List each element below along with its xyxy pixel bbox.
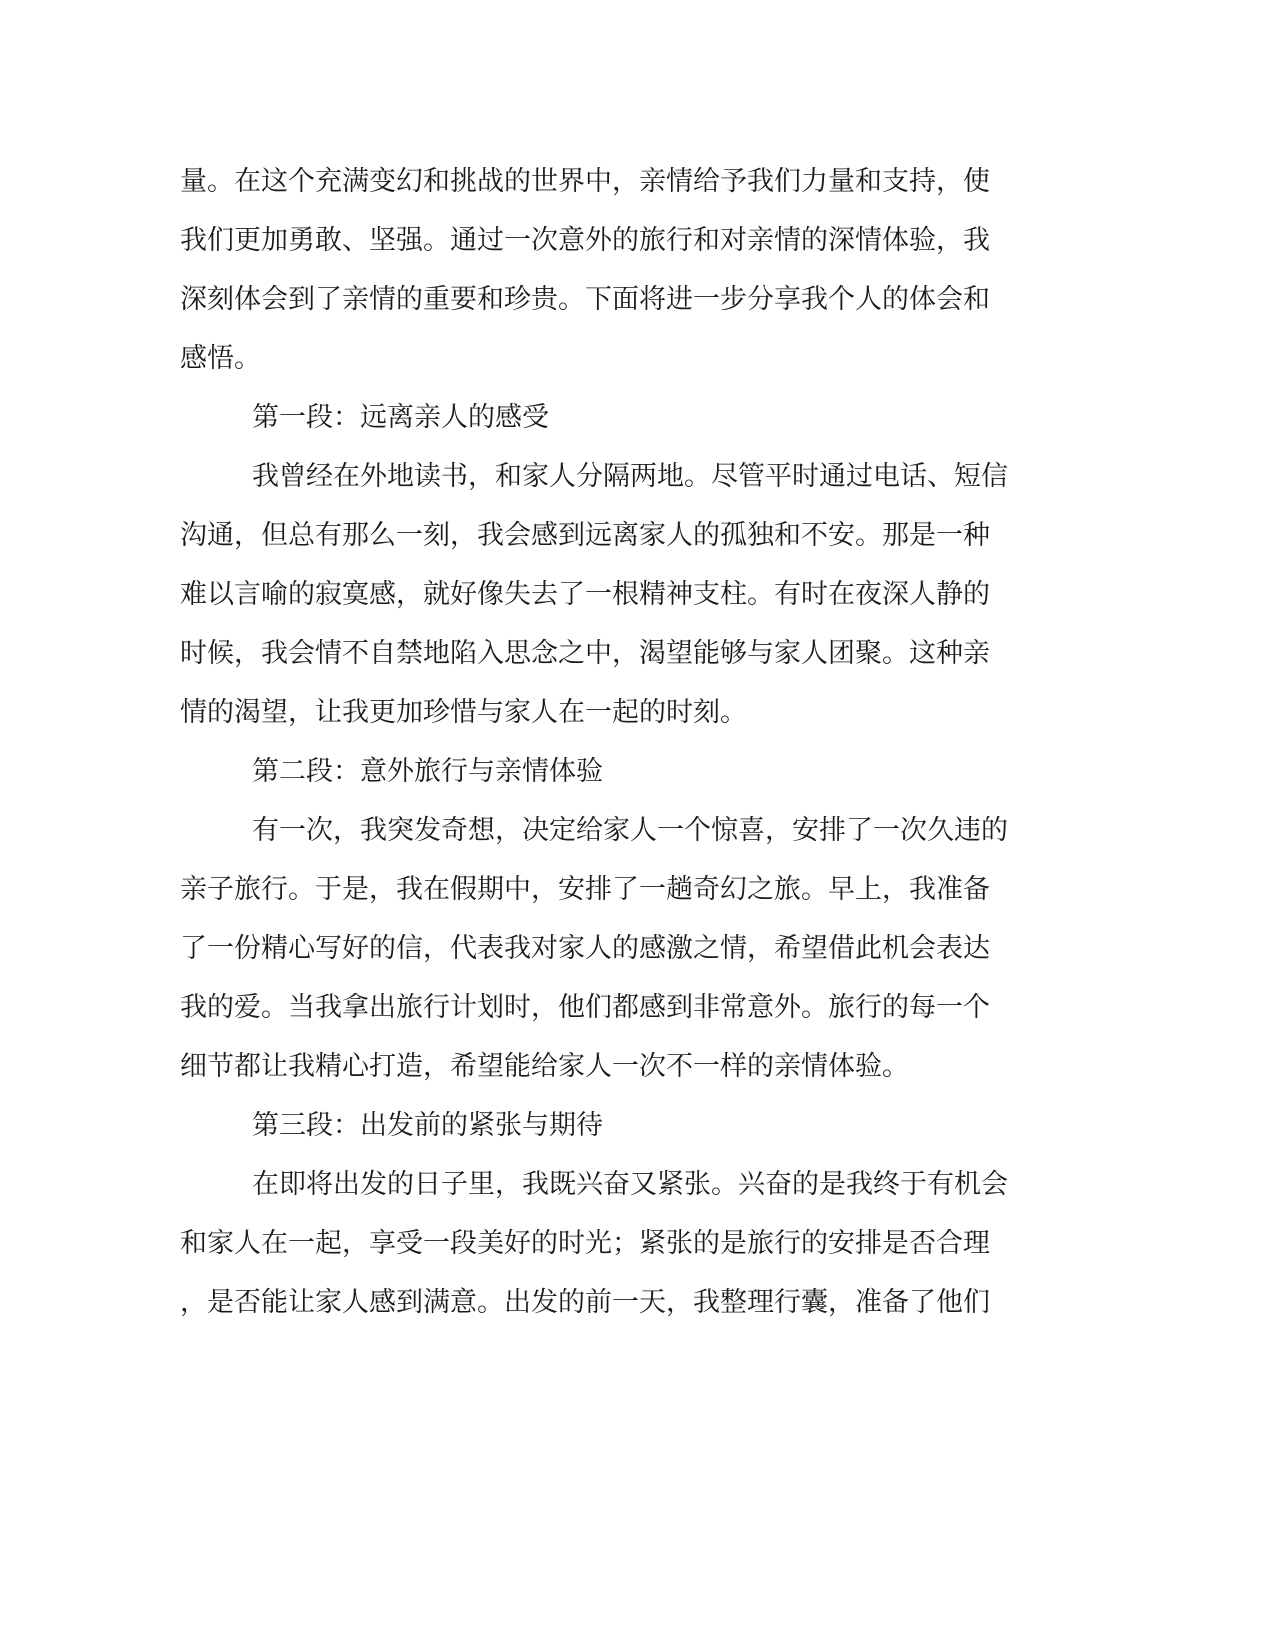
text-line: 在即将出发的日子里，我既兴奋又紧张。兴奋的是我终于有机会 bbox=[252, 1169, 1008, 1200]
text-line: 了一份精心写好的信，代表我对家人的感激之情，希望借此机会表达 bbox=[180, 933, 990, 964]
text-line: 亲子旅行。于是，我在假期中，安排了一趟奇幻之旅。早上，我准备 bbox=[180, 874, 990, 905]
text-line: 有一次，我突发奇想，决定给家人一个惊喜，安排了一次久违的 bbox=[252, 815, 1008, 846]
section-heading: 第一段：远离亲人的感受 bbox=[252, 402, 549, 433]
text-line: 时候，我会情不自禁地陷入思念之中，渴望能够与家人团聚。这种亲 bbox=[180, 638, 990, 669]
text-line: 量。在这个充满变幻和挑战的世界中，亲情给予我们力量和支持，使 bbox=[180, 166, 990, 197]
text-line: 难以言喻的寂寞感，就好像失去了一根精神支柱。有时在夜深人静的 bbox=[180, 579, 990, 610]
text-line: 沟通，但总有那么一刻，我会感到远离家人的孤独和不安。那是一种 bbox=[180, 520, 990, 551]
text-line: 和家人在一起，享受一段美好的时光；紧张的是旅行的安排是否合理 bbox=[180, 1228, 990, 1259]
text-line: ，是否能让家人感到满意。出发的前一天，我整理行囊，准备了他们 bbox=[180, 1287, 990, 1318]
text-line: 我们更加勇敢、坚强。通过一次意外的旅行和对亲情的深情体验，我 bbox=[180, 225, 990, 256]
text-line: 我的爱。当我拿出旅行计划时，他们都感到非常意外。旅行的每一个 bbox=[180, 992, 990, 1023]
text-line: 深刻体会到了亲情的重要和珍贵。下面将进一步分享我个人的体会和 bbox=[180, 284, 990, 315]
text-line: 细节都让我精心打造，希望能给家人一次不一样的亲情体验。 bbox=[180, 1051, 909, 1082]
text-line: 感悟。 bbox=[180, 343, 261, 374]
section-heading: 第三段：出发前的紧张与期待 bbox=[252, 1110, 603, 1141]
text-line: 情的渴望，让我更加珍惜与家人在一起的时刻。 bbox=[180, 697, 747, 728]
text-line: 我曾经在外地读书，和家人分隔两地。尽管平时通过电话、短信 bbox=[252, 461, 1008, 492]
section-heading: 第二段：意外旅行与亲情体验 bbox=[252, 756, 603, 787]
document-body bbox=[180, 152, 1040, 1332]
